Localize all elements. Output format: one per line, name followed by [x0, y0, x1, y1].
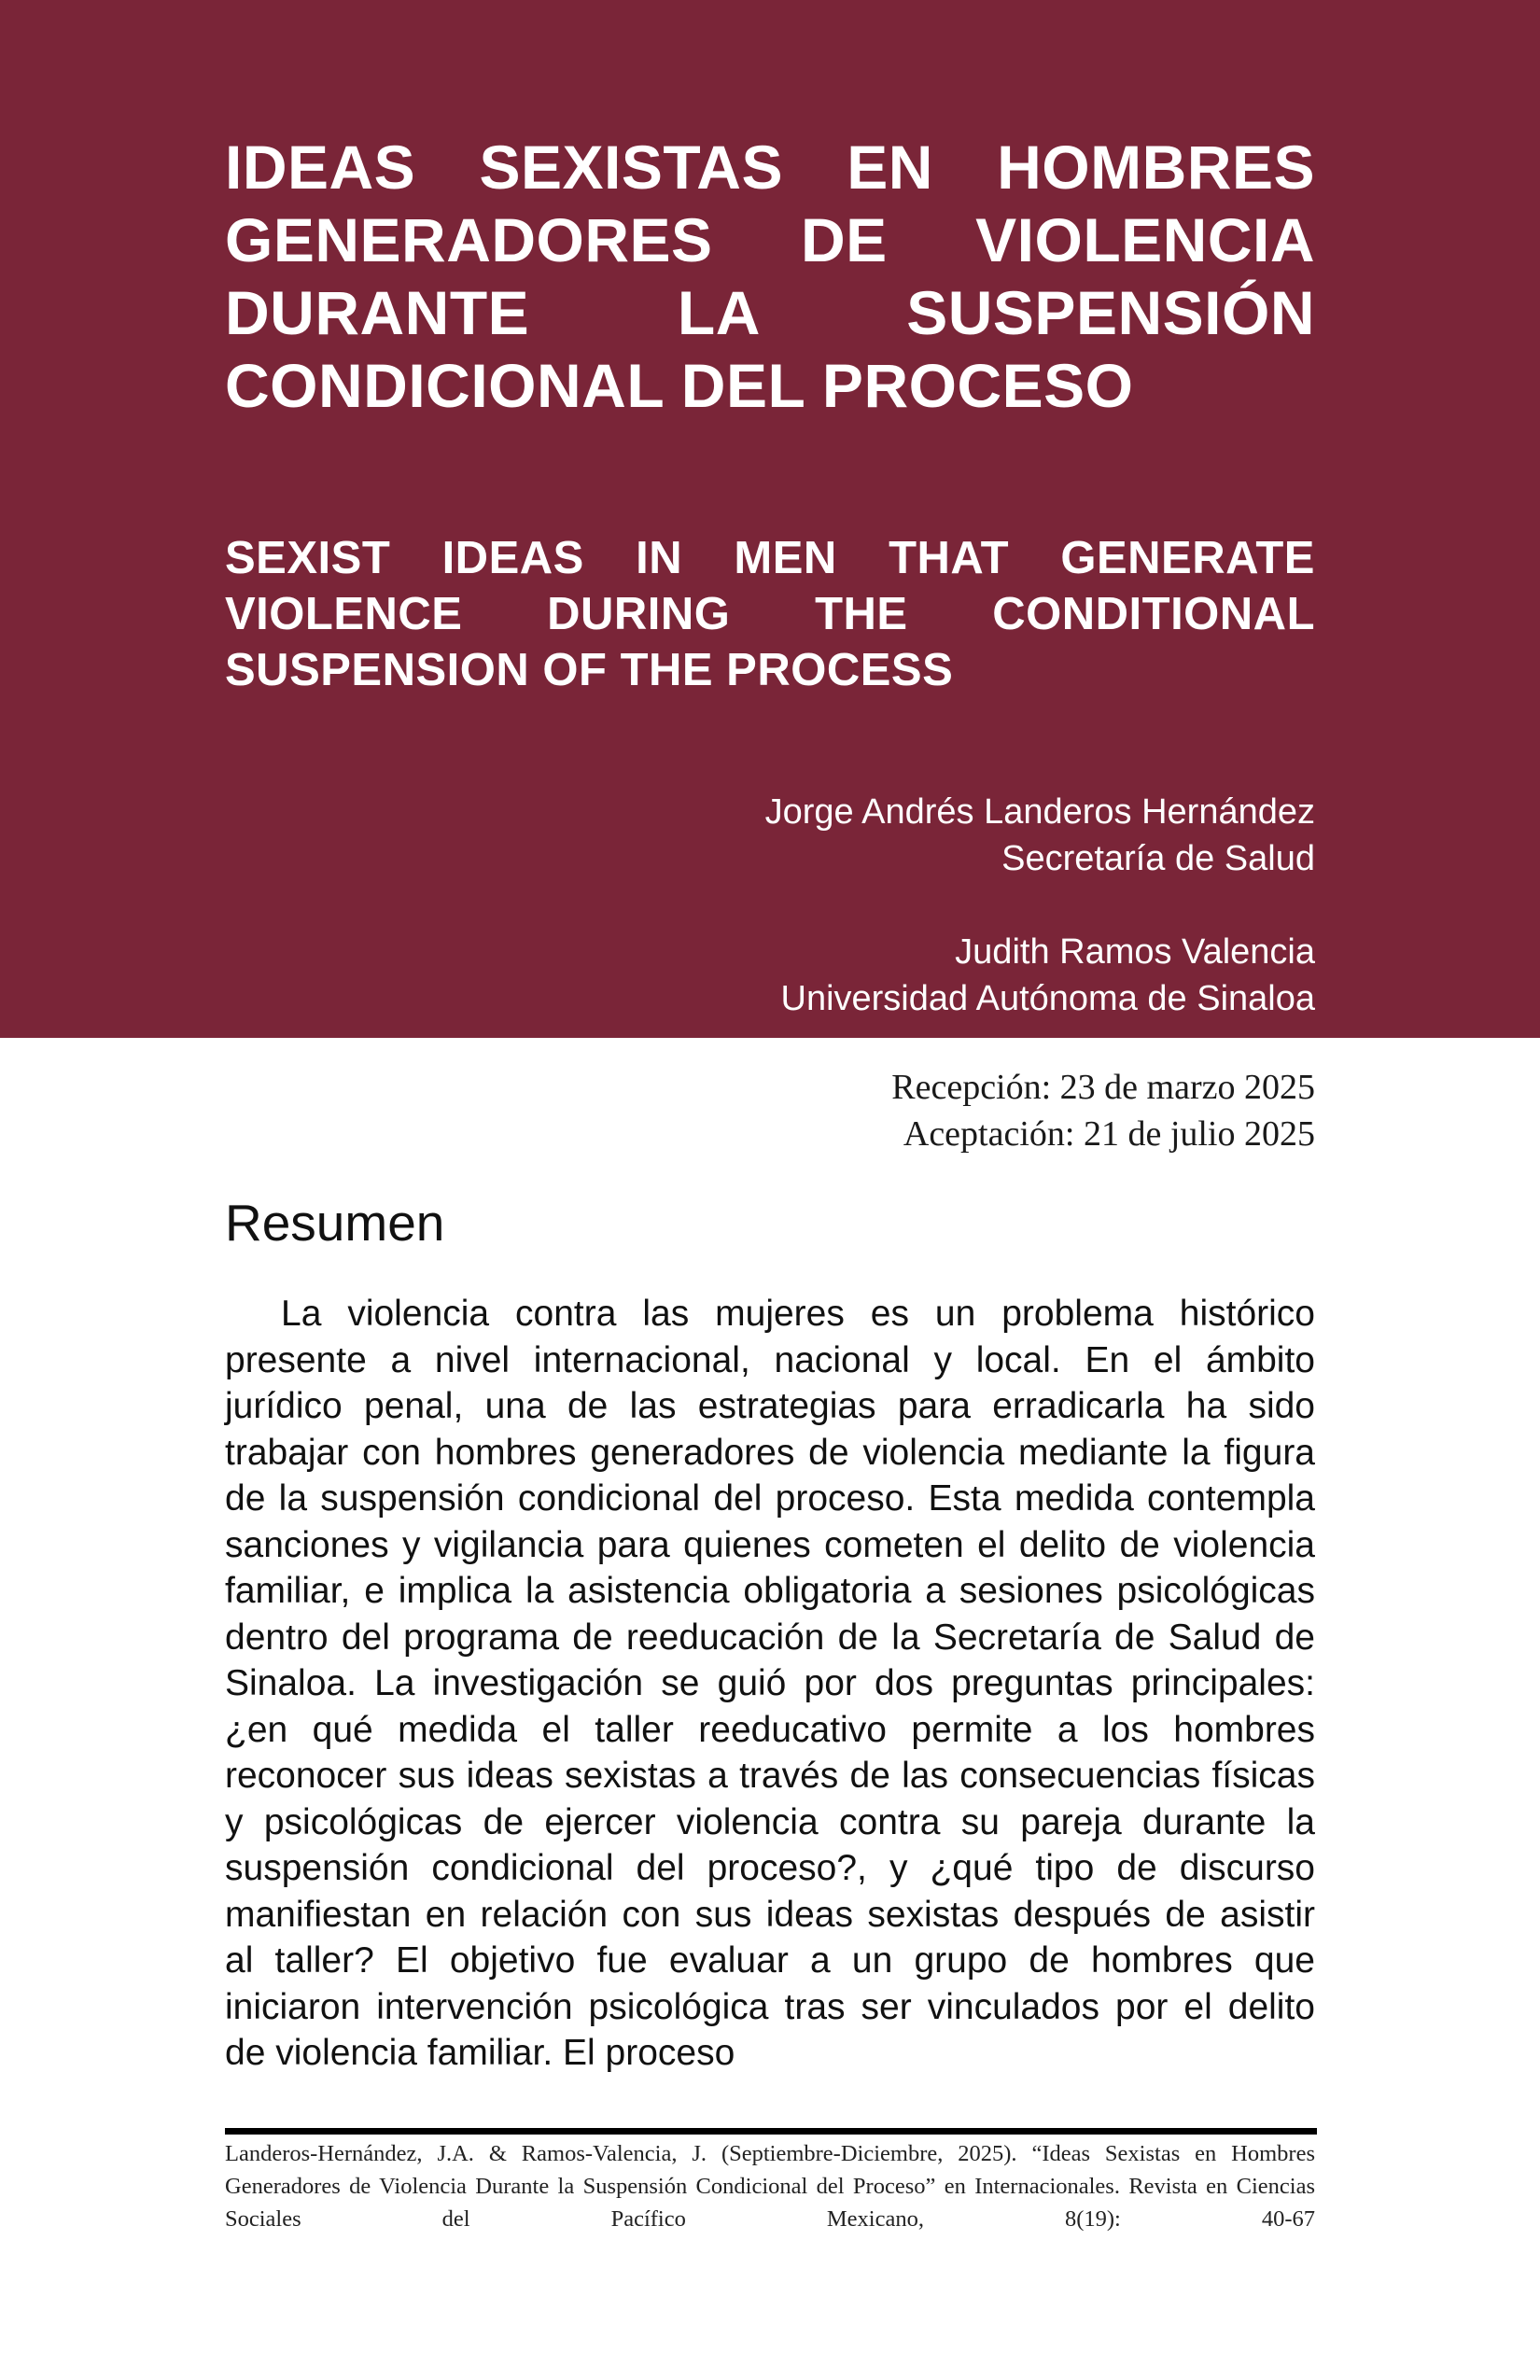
abstract-body: La violencia contra las mujeres es un problema histórico presente a nivel internacional, nacional y local. En el ámbito jurídico penal, una de las estrategias para erradicarla ha sido trabajar con hombres generadores de violencia mediante la figura de la suspensión condicional del proceso. Esta medida contempla sanciones y vigilancia para quienes cometen el delito de violencia familiar, e implica la asistencia obligatoria a sesiones psicológicas dentro del programa de reeducación de la Secretaría de Salud de Sinaloa. La investigación se guió por dos preguntas principales: ¿en qué medida el taller reeducativo permite a los hombres reconocer sus ideas sexistas a través de las consecuencias físicas y psicológicas de ejercer violencia contra su pareja durante la suspensión condicional del proceso?, y ¿qué tipo de discurso manifiestan en relación con sus ideas sexistas después de asistir al taller? El objetivo fue evaluar a un grupo de hombres que iniciaron intervención psicológica tras ser vinculados por el delito de violencia familiar. El proceso [225, 1294, 1315, 2073]
author-2 [225, 929, 1315, 1022]
author-name: Judith Ramos Valencia [955, 932, 1315, 972]
author-1 [225, 789, 1315, 882]
article-title-spanish: IDEAS SEXISTAS EN HOMBRES GENERADORES DE VIOLENCIA DURANTE LA SUSPENSIÓN CONDICIONAL DEL PROCESO [225, 133, 1315, 420]
submission-dates [225, 1064, 1315, 1157]
author-affiliation: Universidad Autónoma de Sinaloa [780, 979, 1315, 1018]
citation-footer: Landeros-Hernández, J.A. & Ramos-Valencia, J. (Septiembre-Diciembre, 2025). “Ideas Sexistas en Hombres Generadores de Violencia Durante la Suspensión Condicional del Proceso” en Internacionales. Revista en Ciencias Sociales del Pacífico Mexicano, 8(19): 40-67 [225, 2141, 1315, 2232]
accepted-date: Aceptación: 21 de julio 2025 [903, 1114, 1315, 1154]
authors-block [225, 789, 1315, 1022]
article-title-english: SEXIST IDEAS IN MEN THAT GENERATE VIOLENCE DURING THE CONDITIONAL SUSPENSION OF THE PROCESS [225, 533, 1315, 695]
received-date: Recepción: 23 de marzo 2025 [891, 1068, 1315, 1107]
author-affiliation: Secretaría de Salud [1001, 839, 1315, 878]
author-name: Jorge Andrés Landeros Hernández [764, 792, 1315, 832]
footer-divider [225, 2128, 1317, 2135]
abstract-heading: Resumen [225, 1194, 445, 1252]
